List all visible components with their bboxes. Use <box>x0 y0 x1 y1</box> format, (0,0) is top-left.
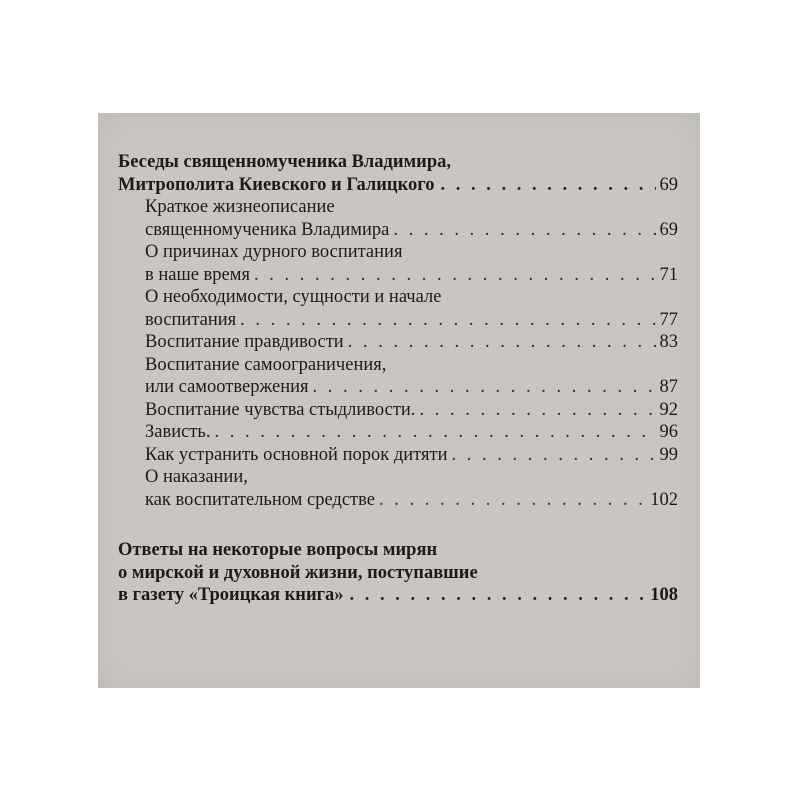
toc-entry-line <box>145 331 678 354</box>
toc-section-title-line: Митрополита Киевского и Галицкого <box>118 174 435 195</box>
dot-leader <box>240 309 655 332</box>
toc-section-title-line: Беседы священномученика Владимира, <box>118 152 451 172</box>
toc-entry-text: как воспитательном средстве <box>145 489 375 510</box>
toc-entry <box>145 444 678 467</box>
page-number: 83 <box>659 332 678 352</box>
toc-entry <box>145 421 678 444</box>
toc-entry-text: О причинах дурного воспитания <box>145 242 403 262</box>
toc-section-2 <box>118 539 678 607</box>
toc-entry-line <box>145 196 678 219</box>
toc-section-title-line: в газету «Троицкая книга» <box>118 585 344 605</box>
page-number: 108 <box>650 585 678 605</box>
toc-entry-line <box>145 286 678 309</box>
dot-leader <box>350 584 647 607</box>
dot-leader <box>452 444 656 467</box>
toc-entry-line <box>145 309 678 332</box>
toc-entry-line <box>145 444 678 467</box>
toc-entry <box>145 399 678 422</box>
section-gap <box>118 511 678 539</box>
dot-leader <box>254 264 656 287</box>
toc-entry-text: Как устранить основной порок дитяти <box>145 444 448 465</box>
toc-entry <box>145 466 678 511</box>
toc-entry <box>145 241 678 286</box>
toc-section-title <box>118 151 678 174</box>
toc-entry-line <box>145 466 678 489</box>
dot-leader <box>419 399 655 422</box>
toc-entry-line <box>145 241 678 264</box>
dot-leader <box>313 376 656 399</box>
toc-entry-text: Краткое жизнеописание <box>145 197 335 217</box>
toc-section-title-line: о мирской и духовной жизни, поступавшие <box>118 562 478 583</box>
book-page <box>98 113 700 688</box>
page-number: 77 <box>659 309 678 330</box>
toc-entry-text: или самоотвержения <box>145 377 309 397</box>
page-number: 87 <box>659 377 678 397</box>
dot-leader <box>379 489 646 512</box>
toc-entry <box>145 196 678 241</box>
toc-entry-text: Зависть. <box>145 422 211 442</box>
toc-entry <box>145 331 678 354</box>
toc-section-1 <box>118 151 678 511</box>
table-of-contents <box>118 151 678 607</box>
toc-entry-text: О необходимости, сущности и начале <box>145 287 442 307</box>
toc-section-title <box>118 539 678 562</box>
toc-section-title-line: Ответы на некоторые вопросы мирян <box>118 540 438 560</box>
toc-entry-text: воспитания <box>145 309 237 330</box>
toc-entries <box>118 196 678 511</box>
dot-leader <box>214 421 655 444</box>
toc-entry <box>145 286 678 331</box>
toc-entry-line <box>145 421 678 444</box>
page-number: 92 <box>659 399 678 420</box>
toc-section-title <box>118 174 678 197</box>
page-number: 71 <box>659 264 678 285</box>
toc-entry <box>145 354 678 399</box>
toc-entry-line <box>145 399 678 422</box>
toc-entry-line <box>145 219 678 242</box>
page-number: 96 <box>659 422 678 442</box>
toc-entry-text: О наказании, <box>145 467 248 487</box>
page-number: 99 <box>659 444 678 465</box>
toc-entry-line <box>145 489 678 512</box>
toc-entry-line <box>145 376 678 399</box>
page-number: 69 <box>659 174 678 195</box>
dot-leader <box>348 331 656 354</box>
toc-section-title <box>118 584 678 607</box>
toc-entry-text: в наше время <box>145 264 250 285</box>
dot-leader <box>440 174 655 197</box>
toc-entry-text: Воспитание самоограничения, <box>145 354 387 375</box>
dot-leader <box>393 219 655 242</box>
page-number: 102 <box>650 489 678 510</box>
page-number: 69 <box>659 219 678 240</box>
toc-entry-text: Воспитание правдивости <box>145 332 344 352</box>
toc-entry-line <box>145 264 678 287</box>
toc-entry-text: Воспитание чувства стыдливости. <box>145 399 416 420</box>
toc-entry-text: священномученика Владимира <box>145 219 390 240</box>
toc-section-title <box>118 562 678 585</box>
toc-entry-line <box>145 354 678 377</box>
